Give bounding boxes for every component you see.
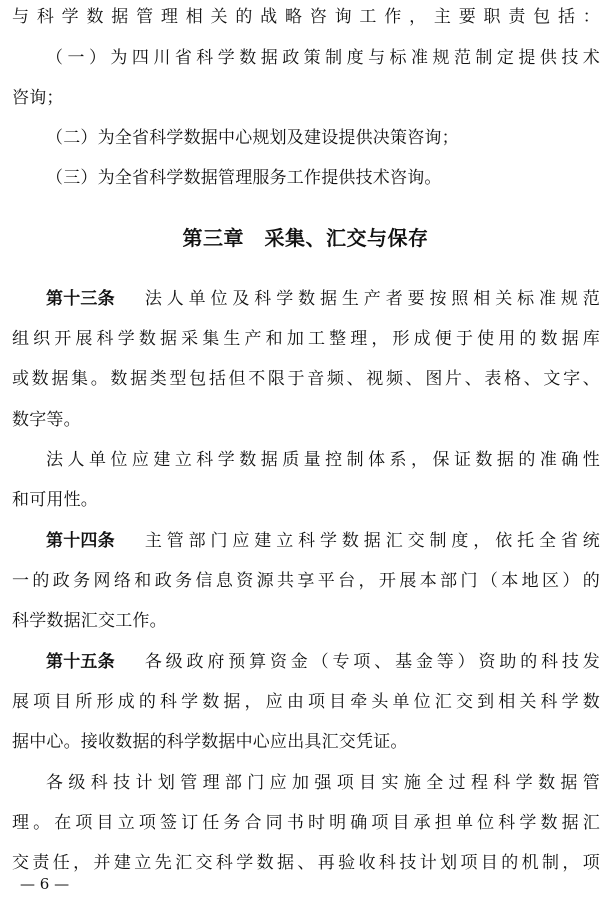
text-line: 数字等。 xyxy=(12,410,81,430)
text-line: 一的政务网络和政务信息资源共享平台，开展本部门（本地区）的 xyxy=(12,571,600,591)
text-line: 法人单位应建立科学数据质量控制体系，保证数据的准确性 xyxy=(46,450,600,470)
article-15-text: 各级政府预算资金（专项、基金等）资助的科技发 xyxy=(144,652,600,672)
text-line: （二）为全省科学数据中心规划及建设提供决策咨询； xyxy=(46,128,459,148)
article-14-label: 第十四条 xyxy=(46,531,115,551)
article-14-first-line xyxy=(46,527,600,555)
text-line: 组织开展科学数据采集生产和加工整理，形成便于使用的数据库 xyxy=(12,329,600,349)
article-15-first-line xyxy=(46,648,600,676)
text-line: 各级科技计划管理部门应加强项目实施全过程科学数据管 xyxy=(46,773,600,793)
text-line: 据中心。接收数据的科学数据中心应出具汇交凭证。 xyxy=(12,732,408,752)
text-line: 理。在项目立项签订任务合同书时明确项目承担单位科学数据汇 xyxy=(12,813,600,833)
article-13-first-line xyxy=(46,285,600,313)
article-15-label: 第十五条 xyxy=(46,652,115,672)
text-line: 展项目所形成的科学数据，应由项目牵头单位汇交到相关科学数 xyxy=(12,692,600,712)
text-line: （一）为四川省科学数据政策制度与标准规范制定提供技术 xyxy=(46,48,600,68)
chapter-heading: 第三章 采集、汇交与保存 xyxy=(182,226,429,250)
text-line: 和可用性。 xyxy=(12,490,98,510)
text-line: 咨询； xyxy=(12,88,64,108)
text-line: 科学数据汇交工作。 xyxy=(12,611,167,631)
text-line: 或数据集。数据类型包括但不限于音频、视频、图片、表格、文字、 xyxy=(12,369,600,389)
page-number: — 6 — xyxy=(20,875,70,893)
text-line: （三）为全省科学数据管理服务工作提供技术咨询。 xyxy=(46,168,442,188)
article-13-label: 第十三条 xyxy=(46,289,115,309)
text-line: 交责任，并建立先汇交科学数据、再验收科技计划项目的机制，项 xyxy=(12,853,600,873)
article-13-text: 法人单位及科学数据生产者要按照相关标准规范 xyxy=(144,289,600,309)
article-14-text: 主管部门应建立科学数据汇交制度，依托全省统 xyxy=(144,531,600,551)
text-line: 与科学数据管理相关的战略咨询工作，主要职责包括： xyxy=(12,7,600,27)
